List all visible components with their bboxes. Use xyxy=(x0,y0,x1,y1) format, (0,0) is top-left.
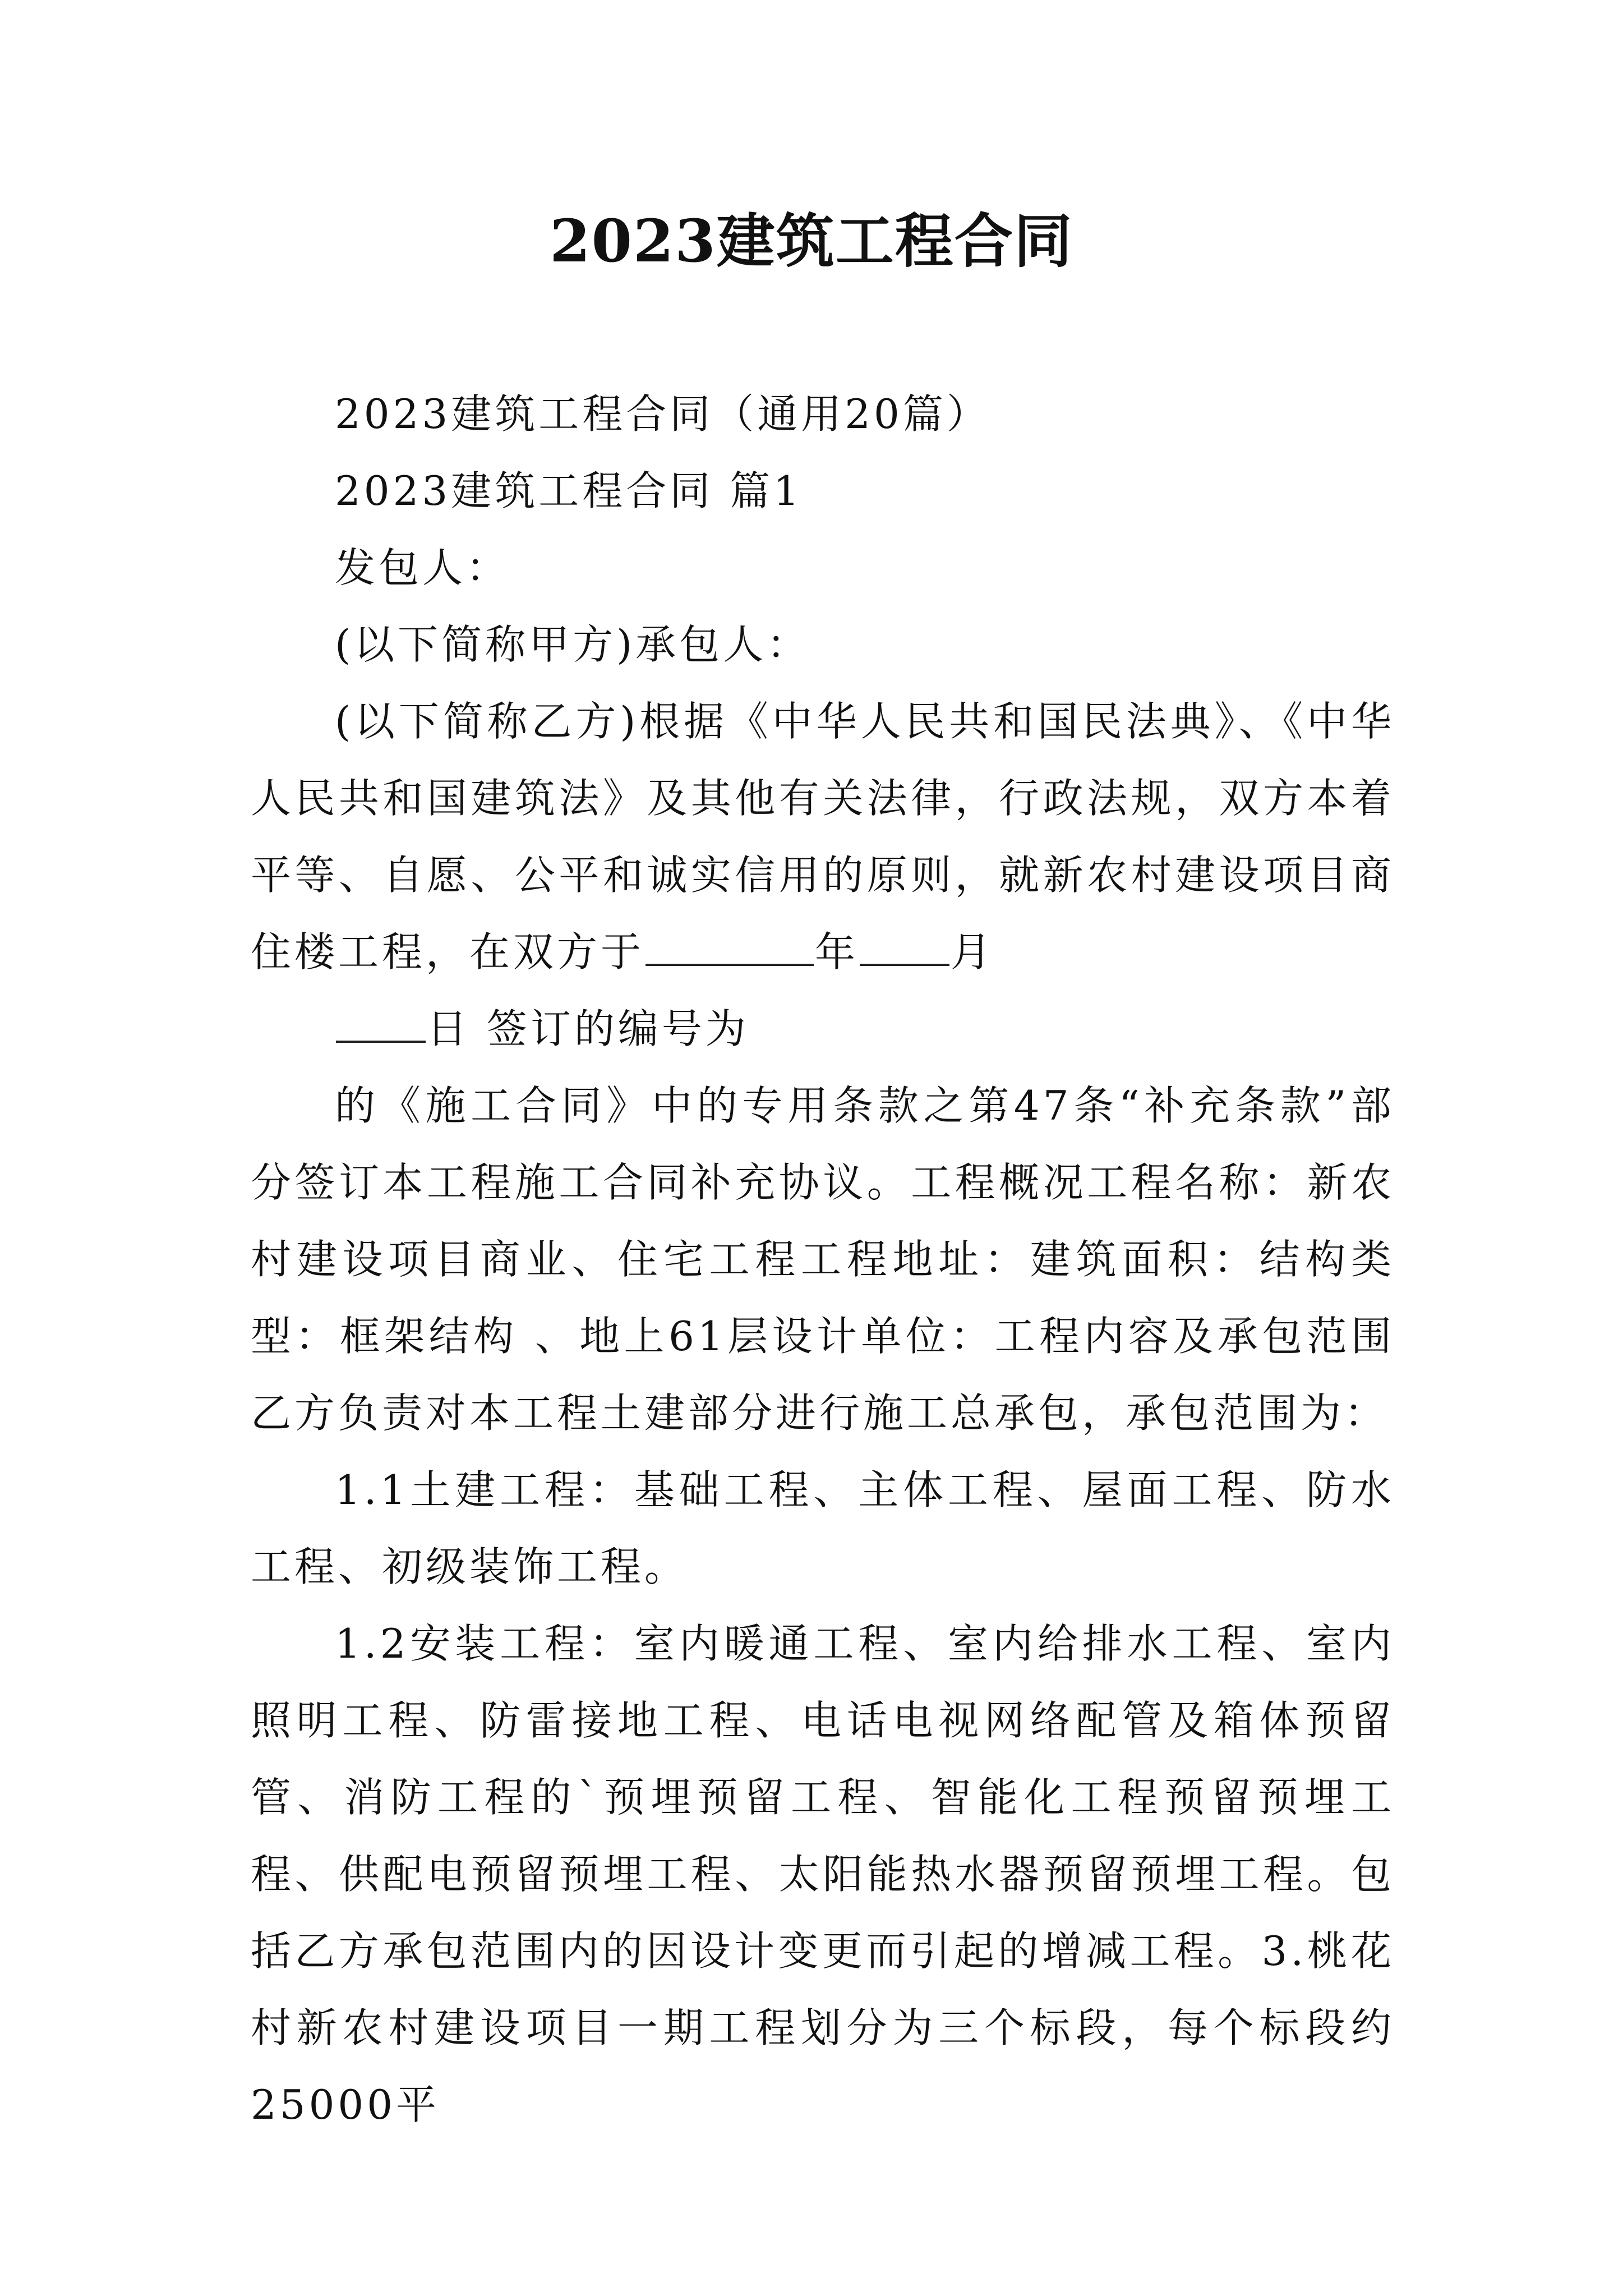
paragraph-employer: 发包人： xyxy=(335,544,510,591)
month-label: 月 xyxy=(951,928,995,976)
document-title: 2023建筑工程合同 xyxy=(550,206,1073,275)
paragraph-civil-works: 1.1土建工程：基础工程、主体工程、屋面工程、防水工程、初级装饰工程。 xyxy=(251,1466,1395,1590)
paragraph-overview: 的《施工合同》中的专用条款之第47条“补充条款”部分签订本工程施工合同补充协议。工程概况工程名称：新农村建设项目商业、住宅工程工程地址：建筑面积：结构类型：框架结构 、地上61层设计单位：工程内容及承包范围乙方负责对本工程土建部分进行施工总承包，承包范围为： xyxy=(251,1082,1395,1437)
day-text: 日 签订的编号为 xyxy=(427,1005,749,1052)
document-body xyxy=(251,376,1395,2143)
subtitle-line: 2023建筑工程合同（通用20篇） xyxy=(335,390,990,438)
paragraph-basis xyxy=(251,683,1395,991)
paragraph-installation-works: 1.2安装工程：室内暖通工程、室内给排水工程、室内照明工程、防雷接地工程、电话电视网络配管及箱体预留管、消防工程的`预埋预留工程、智能化工程预留预埋工程、供配电预留预埋工程、太阳能热水器预留预埋工程。包括乙方承包范围内的因设计变更而引起的增减工程。3.桃花村新农村建设项目一期工程划分为三个标段，每个标段约25000平 xyxy=(251,1620,1395,2128)
paragraph-date xyxy=(251,991,1395,1068)
paragraph-contractor: (以下简称甲方)承包人： xyxy=(335,621,811,668)
year-label: 年 xyxy=(815,928,859,976)
section-heading: 2023建筑工程合同 篇1 xyxy=(335,467,803,514)
month-blank xyxy=(860,928,949,966)
day-blank xyxy=(336,1005,426,1043)
year-blank xyxy=(645,928,814,966)
paragraph-basis-text: (以下简称乙方)根据《中华人民共和国民法典》、《中华人民共和国建筑法》及其他有关法律，行政法规，双方本着平等、自愿、公平和诚实信用的原则，就新农村建设项目商住楼工程，在双方于 xyxy=(251,698,1395,976)
